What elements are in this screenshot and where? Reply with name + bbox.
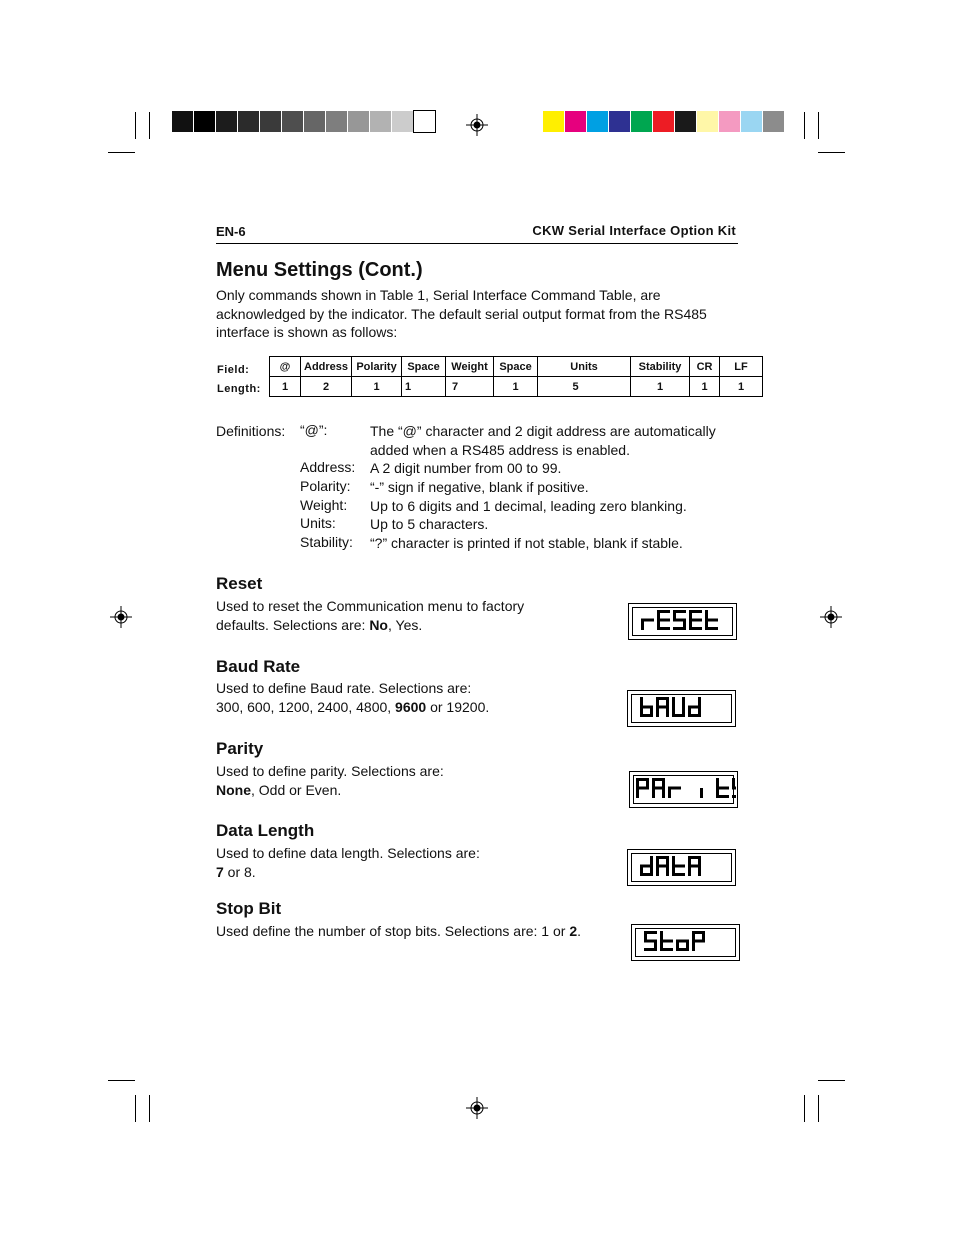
table-cell: 1 [494, 377, 538, 397]
lcd-segment-text [641, 610, 725, 634]
stop-bit-heading: Stop Bit [216, 899, 282, 918]
reset-description [216, 597, 524, 634]
lcd-segment-text [640, 697, 724, 721]
lcd-character [688, 856, 701, 876]
table-cell: Address [301, 357, 352, 377]
color-swatch [260, 111, 281, 132]
table-cell: 2 [301, 377, 352, 397]
lcd-character [656, 697, 669, 717]
color-swatch [763, 111, 784, 132]
description-line: Used to define Baud rate. Selections are: [216, 680, 472, 696]
length-label: Length: [217, 383, 261, 395]
lcd-character [672, 856, 685, 876]
table-cell: 1 [270, 377, 301, 397]
color-swatch [348, 111, 369, 132]
reset-heading: Reset [216, 574, 263, 593]
description-line: None, Odd or Even. [216, 781, 342, 798]
lcd-character [644, 931, 657, 951]
description-line: 7 or 8. [216, 863, 256, 880]
page-number: EN-6 [216, 224, 246, 239]
color-swatch [653, 111, 674, 132]
registration-mark-icon [110, 606, 132, 628]
color-swatch [609, 111, 630, 132]
definition-value: Up to 6 digits and 1 decimal, leading zero blanking. [370, 498, 687, 514]
color-swatch [370, 111, 391, 132]
baud-rate-description [216, 679, 489, 716]
lcd-display-baud [627, 690, 736, 727]
lcd-character [732, 778, 736, 798]
color-swatch [741, 111, 762, 132]
lcd-segment-text [640, 856, 724, 880]
lcd-character [716, 778, 729, 798]
table-cell: Space [494, 357, 538, 377]
intro-line: interface is shown as follows: [216, 324, 398, 340]
page-title: Menu Settings (Cont.) [216, 259, 423, 281]
color-swatch [172, 111, 193, 132]
header-rule [216, 243, 738, 244]
definition-value: A 2 digit number from 00 to 99. [370, 460, 562, 476]
color-swatch [392, 111, 413, 132]
lcd-character [657, 610, 670, 630]
data-length-heading: Data Length [216, 821, 315, 840]
definition-key: Weight: [300, 497, 348, 513]
definitions-label: Definitions: [216, 423, 286, 439]
registration-mark-icon [466, 1097, 488, 1119]
color-swatch [675, 111, 696, 132]
color-swatch [719, 111, 740, 132]
lcd-character [673, 610, 686, 630]
lcd-character [692, 931, 705, 951]
color-swatch [216, 111, 237, 132]
description-line: 300, 600, 1200, 2400, 4800, 9600 or 19200. [216, 698, 490, 715]
description-line: Used to define data length. Selections are: [216, 845, 480, 861]
registration-mark-icon [820, 606, 842, 628]
table-cell: Units [538, 357, 631, 377]
definition-value: Up to 5 characters. [370, 516, 489, 532]
definition-line: The “@” character and 2 digit address are automatically [370, 423, 716, 439]
lcd-character [705, 610, 718, 630]
parity-heading: Parity [216, 739, 264, 758]
color-swatch [282, 111, 303, 132]
color-swatch [543, 111, 564, 132]
lcd-character [672, 697, 685, 717]
stop-bit-description [216, 922, 581, 941]
lcd-character [700, 788, 703, 798]
lcd-display-parity [629, 771, 738, 808]
table-row [270, 377, 763, 397]
lcd-character [676, 940, 689, 952]
baud-rate-heading: Baud Rate [216, 657, 301, 676]
table-cell: Polarity [352, 357, 402, 377]
table-cell: Stability [631, 357, 690, 377]
definition-value: “-” sign if negative, blank if positive. [370, 479, 589, 495]
lcd-character [668, 787, 681, 799]
parity-description [216, 762, 444, 799]
definition-value [370, 422, 716, 459]
color-swatch [565, 111, 586, 132]
intro-line: Only commands shown in Table 1, Serial Interface Command Table, are [216, 287, 661, 303]
color-swatch [194, 111, 215, 132]
color-swatch [304, 111, 325, 132]
table-cell: Space [402, 357, 446, 377]
color-swatch [587, 111, 608, 132]
table-cell: 1 [720, 377, 763, 397]
definition-key: “@”: [300, 422, 328, 438]
lcd-character [640, 697, 653, 717]
color-swatch [631, 111, 652, 132]
lcd-segment-text [644, 931, 728, 955]
table-cell: 1 [402, 377, 446, 397]
manual-title: CKW Serial Interface Option Kit [532, 223, 736, 238]
table-cell: 1 [352, 377, 402, 397]
lcd-character [636, 778, 649, 798]
table-cell: 5 [538, 377, 631, 397]
intro-paragraph [216, 286, 707, 342]
intro-line: acknowledged by the indicator. The default serial output format from the RS485 [216, 305, 707, 322]
lcd-character [652, 778, 665, 798]
description-line: Used to reset the Communication menu to factory [216, 598, 525, 614]
field-label: Field: [217, 364, 250, 376]
lcd-character [660, 931, 673, 951]
color-swatch [238, 111, 259, 132]
lcd-display-data [627, 849, 736, 886]
definition-value: “?” character is printed if not stable, blank if stable. [370, 535, 683, 551]
lcd-character [656, 856, 669, 876]
lcd-display-reset [628, 603, 737, 640]
registration-mark-icon [466, 114, 488, 136]
serial-format-table [269, 356, 763, 397]
table-cell: @ [270, 357, 301, 377]
description-line: Used define the number of stop bits. Selections are: 1 or 2. [216, 923, 581, 939]
definition-key: Stability: [300, 534, 353, 550]
lcd-character [641, 619, 654, 631]
table-cell: Weight [446, 357, 494, 377]
table-cell: LF [720, 357, 763, 377]
definition-key: Polarity: [300, 478, 351, 494]
description-line: defaults. Selections are: No, Yes. [216, 616, 423, 633]
table-row [270, 357, 763, 377]
definition-line: added when a RS485 address is enabled. [370, 441, 630, 458]
table-cell: 1 [690, 377, 720, 397]
description-line: Used to define parity. Selections are: [216, 763, 444, 779]
lcd-segment-text [636, 778, 736, 802]
definition-key: Address: [300, 459, 356, 475]
data-length-description [216, 844, 480, 881]
color-swatch [414, 111, 435, 132]
lcd-display-stop [631, 924, 740, 961]
table-cell: 1 [631, 377, 690, 397]
color-swatch [697, 111, 718, 132]
lcd-character [689, 610, 702, 630]
lcd-character [640, 856, 653, 876]
lcd-character [688, 697, 701, 717]
table-cell: CR [690, 357, 720, 377]
color-swatch [326, 111, 347, 132]
table-cell: 7 [446, 377, 494, 397]
definition-key: Units: [300, 515, 336, 531]
